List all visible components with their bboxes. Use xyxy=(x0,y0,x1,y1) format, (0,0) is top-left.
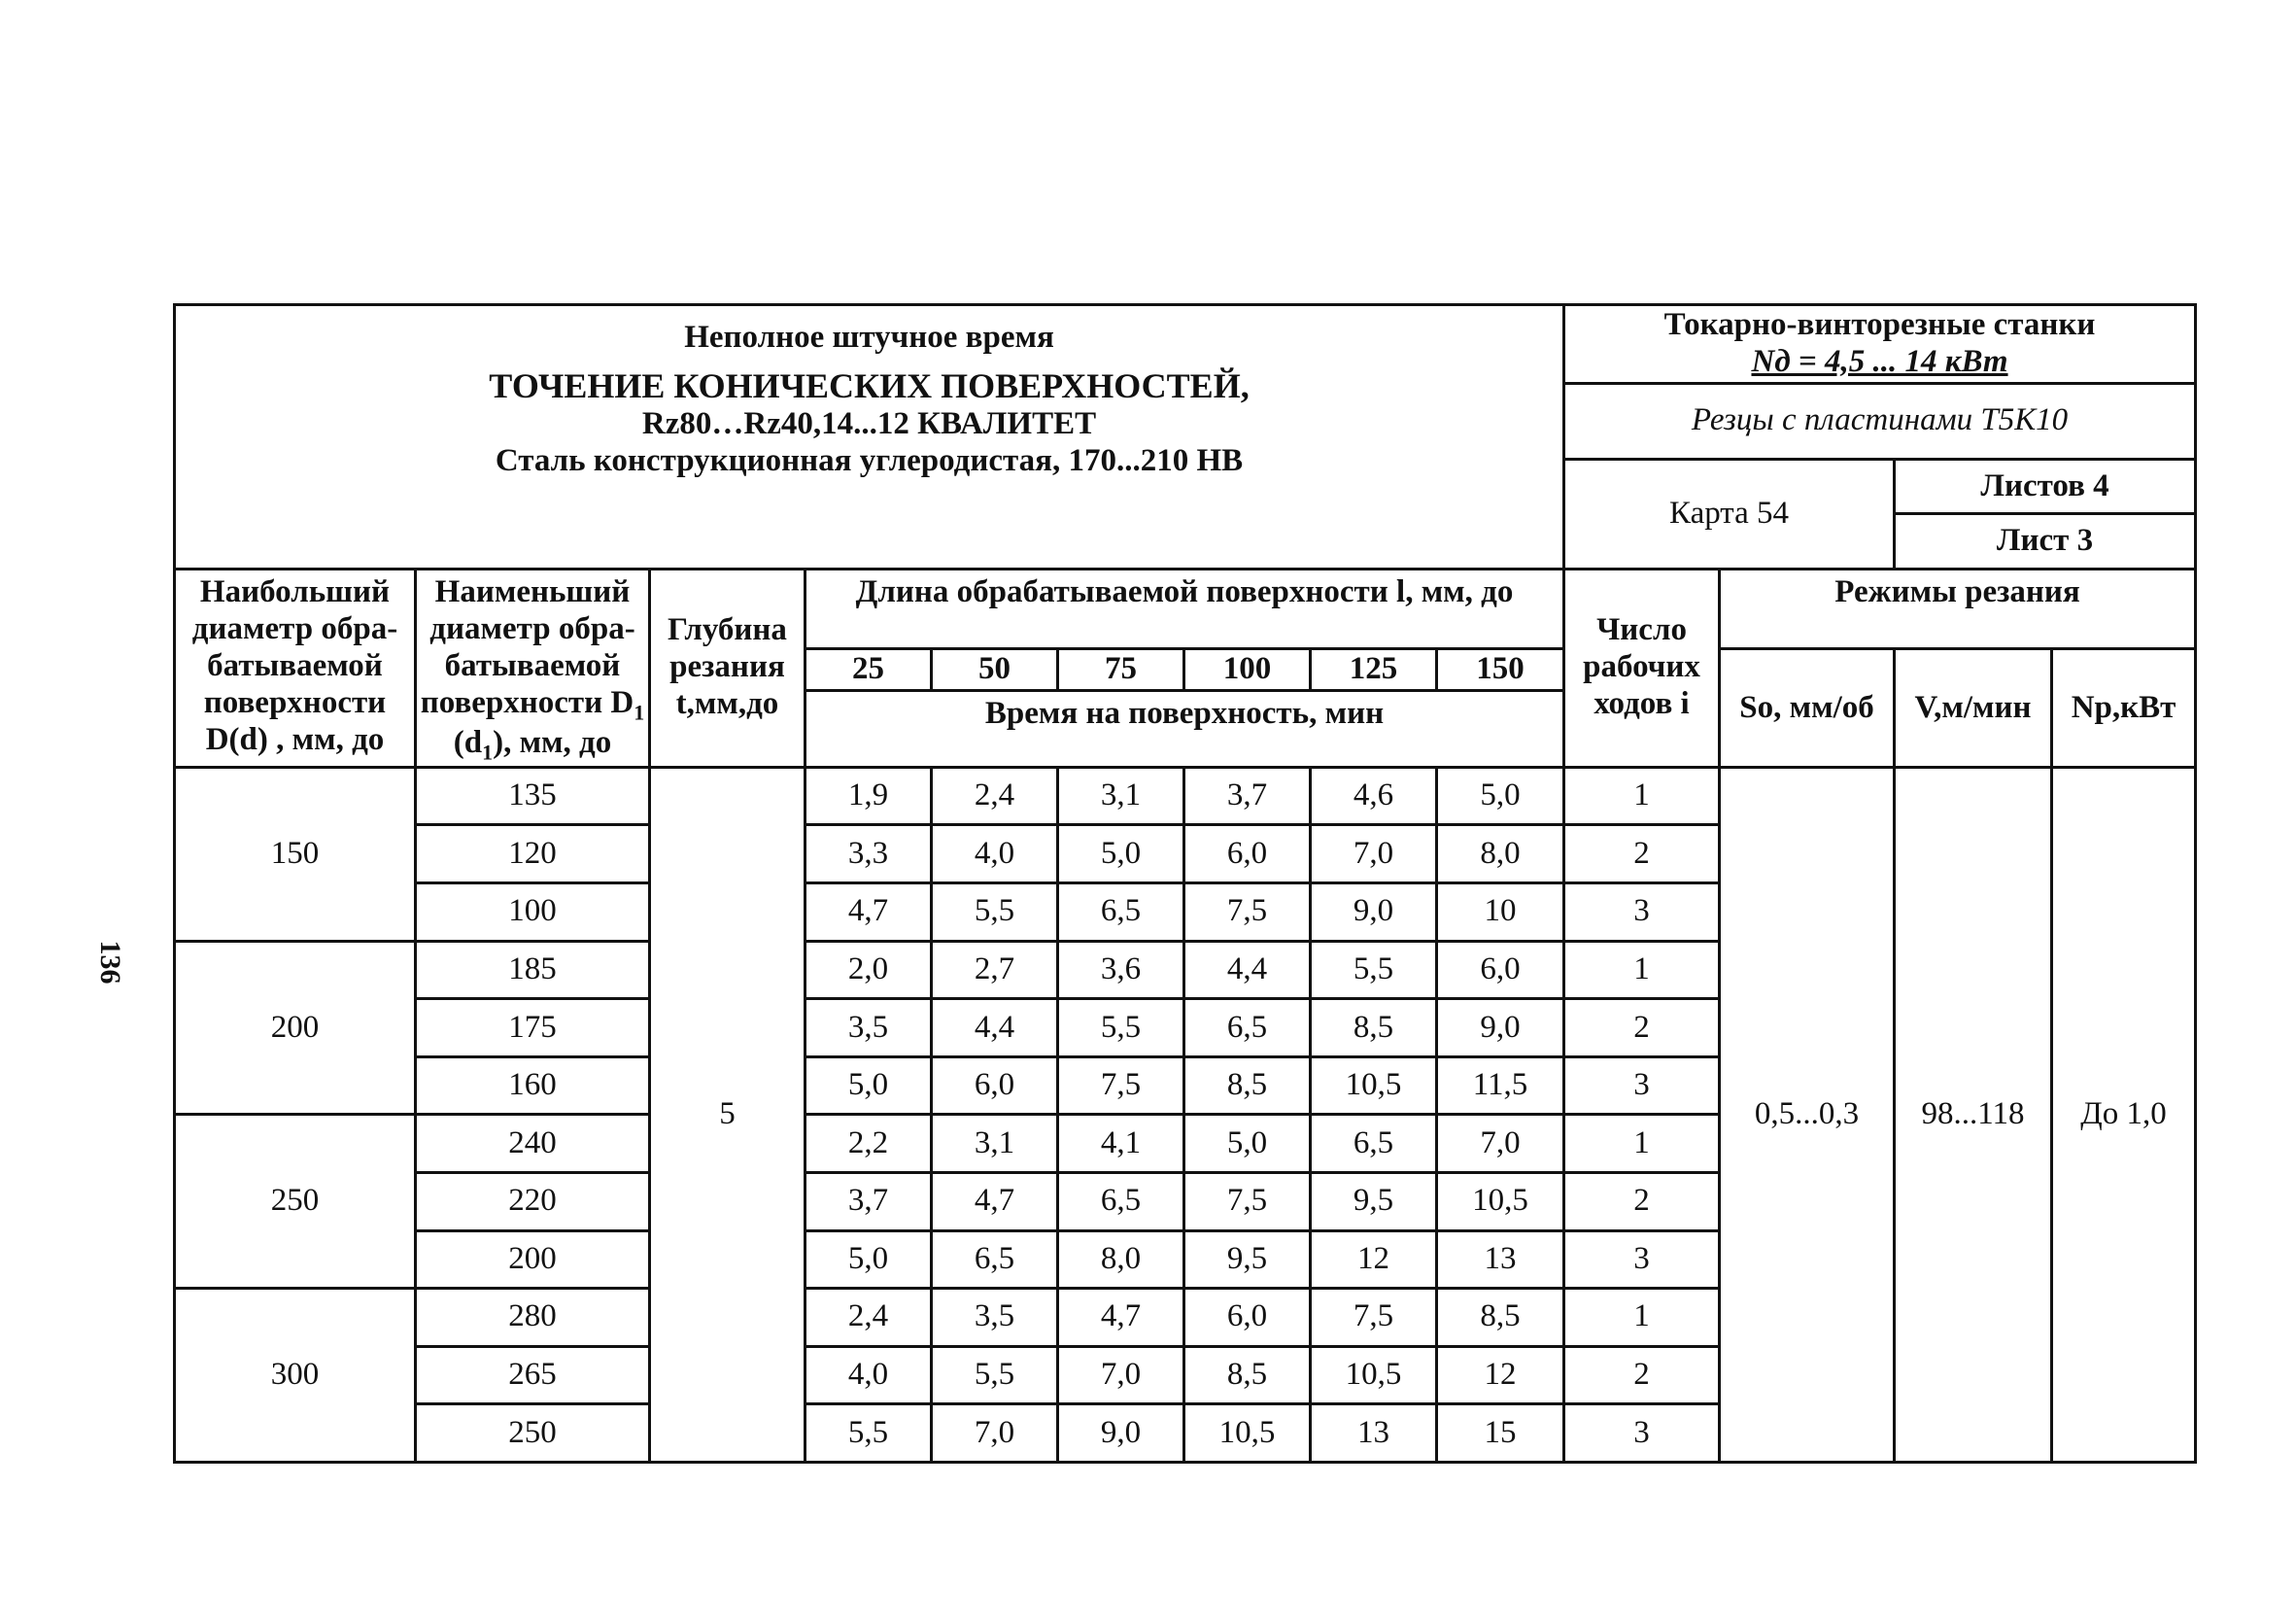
col-power: Np,кВт xyxy=(2052,649,2196,767)
time-cell: 6,0 xyxy=(932,1056,1058,1115)
passes-cell: 3 xyxy=(1564,882,1720,941)
time-cell: 2,4 xyxy=(932,767,1058,825)
passes-cell: 1 xyxy=(1564,767,1720,825)
technical-card-table xyxy=(173,303,2197,1464)
time-cell: 4,7 xyxy=(805,882,932,941)
card-title-block xyxy=(175,305,1564,570)
length-75: 75 xyxy=(1058,649,1184,691)
time-cell: 6,5 xyxy=(1058,1172,1184,1230)
time-cell: 7,0 xyxy=(1437,1115,1564,1173)
time-cell: 5,5 xyxy=(932,1346,1058,1404)
time-cell: 2,7 xyxy=(932,941,1058,999)
time-cell: 6,5 xyxy=(932,1230,1058,1289)
time-cell: 8,5 xyxy=(1311,999,1437,1057)
col-feed: So, мм/об xyxy=(1720,649,1895,767)
passes-cell: 2 xyxy=(1564,825,1720,883)
col-min-diameter: Наименьший диаметр обра-батываемой поверхности $D_1$ $(d_1)$, мм, до xyxy=(416,569,650,767)
depth-cell: 5 xyxy=(650,767,805,1462)
length-100: 100 xyxy=(1184,649,1311,691)
col-depth: Глубина резания t,мм,до xyxy=(650,569,805,767)
time-cell: 9,0 xyxy=(1311,882,1437,941)
machine-power: Nд = 4,5 ... 14 кВт xyxy=(1751,343,2008,379)
col-length-title: Длина обрабатываемой поверхности l, мм, до xyxy=(805,569,1564,649)
passes-cell: 3 xyxy=(1564,1230,1720,1289)
passes-cell: 1 xyxy=(1564,1115,1720,1173)
min-diameter-cell: 200 xyxy=(416,1230,650,1289)
time-cell: 2,4 xyxy=(805,1289,932,1347)
time-cell: 8,0 xyxy=(1058,1230,1184,1289)
col-max-diameter: Наибольший диаметр обра-батываемой поверхности D(d) , мм, до xyxy=(175,569,416,767)
title-line-2: ТОЧЕНИЕ КОНИЧЕСКИХ ПОВЕРХНОСТЕЙ, xyxy=(489,365,1250,405)
min-diameter-cell: 240 xyxy=(416,1115,650,1173)
time-cell: 4,0 xyxy=(932,825,1058,883)
time-cell: 7,5 xyxy=(1184,882,1311,941)
time-cell: 7,5 xyxy=(1311,1289,1437,1347)
time-cell: 4,1 xyxy=(1058,1115,1184,1173)
length-50: 50 xyxy=(932,649,1058,691)
min-diameter-cell: 250 xyxy=(416,1404,650,1463)
time-cell: 5,0 xyxy=(1058,825,1184,883)
time-cell: 6,5 xyxy=(1058,882,1184,941)
time-cell: 3,1 xyxy=(1058,767,1184,825)
passes-cell: 2 xyxy=(1564,1346,1720,1404)
min-diameter-cell: 100 xyxy=(416,882,650,941)
time-cell: 3,5 xyxy=(805,999,932,1057)
time-cell: 5,5 xyxy=(1311,941,1437,999)
time-cell: 10,5 xyxy=(1437,1172,1564,1230)
time-cell: 6,0 xyxy=(1184,1289,1311,1347)
time-cell: 7,5 xyxy=(1184,1172,1311,1230)
title-line-3: Rz80…Rz40,14...12 КВАЛИТЕТ xyxy=(641,406,1097,442)
passes-cell: 3 xyxy=(1564,1056,1720,1115)
max-diameter-cell: 250 xyxy=(175,1115,416,1289)
time-cell: 9,5 xyxy=(1184,1230,1311,1289)
time-cell: 10,5 xyxy=(1184,1404,1311,1463)
passes-cell: 1 xyxy=(1564,941,1720,999)
time-cell: 6,0 xyxy=(1437,941,1564,999)
time-cell: 1,9 xyxy=(805,767,932,825)
title-line-4: Сталь конструкционная углеродистая, 170...210 НВ xyxy=(495,443,1244,479)
length-25: 25 xyxy=(805,649,932,691)
time-cell: 7,5 xyxy=(1058,1056,1184,1115)
time-cell: 7,0 xyxy=(932,1404,1058,1463)
passes-cell: 1 xyxy=(1564,1289,1720,1347)
passes-cell: 2 xyxy=(1564,1172,1720,1230)
min-diameter-cell: 120 xyxy=(416,825,650,883)
machine-cell xyxy=(1564,305,2196,384)
time-cell: 10,5 xyxy=(1311,1346,1437,1404)
col-time-title: Время на поверхность, мин xyxy=(805,691,1564,768)
time-cell: 8,5 xyxy=(1184,1056,1311,1115)
time-cell: 3,6 xyxy=(1058,941,1184,999)
time-cell: 2,0 xyxy=(805,941,932,999)
time-cell: 7,0 xyxy=(1058,1346,1184,1404)
max-diameter-cell: 200 xyxy=(175,941,416,1115)
time-cell: 4,7 xyxy=(1058,1289,1184,1347)
time-cell: 5,0 xyxy=(1184,1115,1311,1173)
min-diameter-cell: 160 xyxy=(416,1056,650,1115)
min-diameter-cell: 220 xyxy=(416,1172,650,1230)
card-number: Карта 54 xyxy=(1564,460,1895,570)
length-150: 150 xyxy=(1437,649,1564,691)
max-diameter-cell: 300 xyxy=(175,1289,416,1463)
time-cell: 8,0 xyxy=(1437,825,1564,883)
min-diameter-cell: 265 xyxy=(416,1346,650,1404)
time-cell: 6,0 xyxy=(1184,825,1311,883)
col-modes-title: Режимы резания xyxy=(1720,569,2196,649)
time-cell: 4,4 xyxy=(1184,941,1311,999)
sheet-number: Лист 3 xyxy=(1895,514,2196,569)
time-cell: 15 xyxy=(1437,1404,1564,1463)
time-cell: 5,0 xyxy=(805,1056,932,1115)
passes-cell: 2 xyxy=(1564,999,1720,1057)
time-cell: 4,7 xyxy=(932,1172,1058,1230)
time-cell: 9,5 xyxy=(1311,1172,1437,1230)
min-diameter-cell: 175 xyxy=(416,999,650,1057)
time-cell: 9,0 xyxy=(1437,999,1564,1057)
time-cell: 3,7 xyxy=(1184,767,1311,825)
time-cell: 9,0 xyxy=(1058,1404,1184,1463)
time-cell: 2,2 xyxy=(805,1115,932,1173)
time-cell: 6,5 xyxy=(1311,1115,1437,1173)
page-number: 136 xyxy=(94,940,126,985)
time-cell: 3,7 xyxy=(805,1172,932,1230)
min-diameter-cell: 185 xyxy=(416,941,650,999)
length-125: 125 xyxy=(1311,649,1437,691)
time-cell: 8,5 xyxy=(1184,1346,1311,1404)
power-value: До 1,0 xyxy=(2052,767,2196,1462)
max-diameter-cell: 150 xyxy=(175,767,416,941)
time-cell: 5,5 xyxy=(1058,999,1184,1057)
col-passes: Число рабочих ходов i xyxy=(1564,569,1720,767)
table-row xyxy=(175,767,2196,825)
col-speed: V,м/мин xyxy=(1895,649,2052,767)
tool-cell: Резцы с пластинами Т5К10 xyxy=(1564,383,2196,460)
time-cell: 11,5 xyxy=(1437,1056,1564,1115)
time-cell: 10 xyxy=(1437,882,1564,941)
time-cell: 8,5 xyxy=(1437,1289,1564,1347)
time-cell: 13 xyxy=(1311,1404,1437,1463)
time-cell: 3,1 xyxy=(932,1115,1058,1173)
time-cell: 10,5 xyxy=(1311,1056,1437,1115)
feed-value: 0,5...0,3 xyxy=(1720,767,1895,1462)
time-cell: 12 xyxy=(1437,1346,1564,1404)
time-cell: 4,0 xyxy=(805,1346,932,1404)
min-diameter-cell: 280 xyxy=(416,1289,650,1347)
time-cell: 5,5 xyxy=(932,882,1058,941)
sheets-count: Листов 4 xyxy=(1895,460,2196,514)
time-cell: 13 xyxy=(1437,1230,1564,1289)
time-cell: 3,5 xyxy=(932,1289,1058,1347)
time-cell: 5,0 xyxy=(1437,767,1564,825)
time-cell: 5,5 xyxy=(805,1404,932,1463)
passes-cell: 3 xyxy=(1564,1404,1720,1463)
time-cell: 12 xyxy=(1311,1230,1437,1289)
time-cell: 4,4 xyxy=(932,999,1058,1057)
time-cell: 4,6 xyxy=(1311,767,1437,825)
speed-value: 98...118 xyxy=(1895,767,2052,1462)
time-cell: 3,3 xyxy=(805,825,932,883)
title-line-1: Неполное штучное время xyxy=(684,320,1054,355)
time-cell: 5,0 xyxy=(805,1230,932,1289)
min-diameter-cell: 135 xyxy=(416,767,650,825)
time-cell: 7,0 xyxy=(1311,825,1437,883)
machine-type: Токарно-винторезные станки xyxy=(1663,306,2096,342)
time-cell: 6,5 xyxy=(1184,999,1311,1057)
